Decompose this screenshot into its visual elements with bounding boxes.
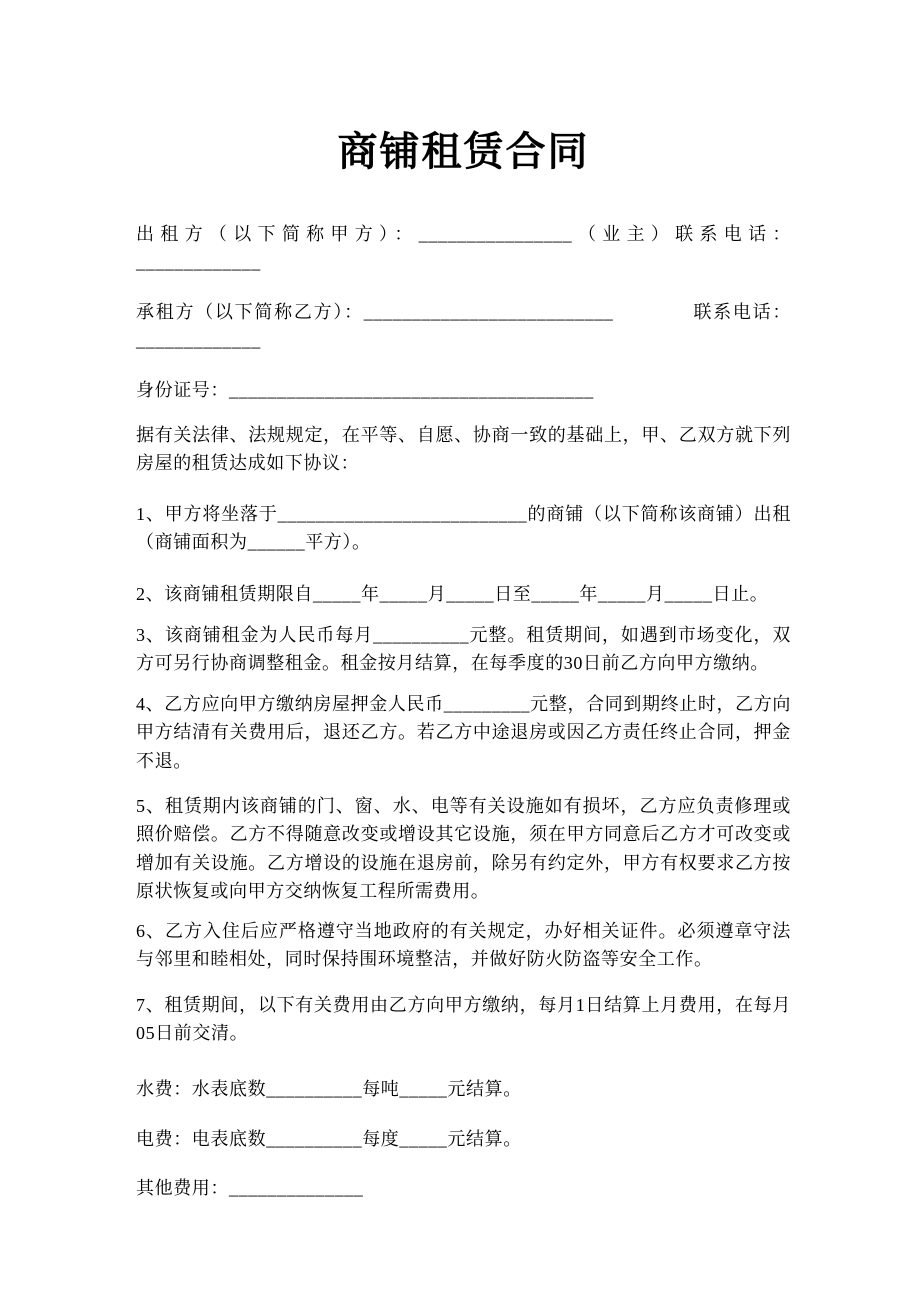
- clause-7-fees: 7、租赁期间，以下有关费用由乙方向甲方缴纳，每月1日结算上月费用，在每月05日前交清。: [136, 995, 791, 1044]
- clause-1-location: 1、甲方将坐落于__________________________的商铺（以下简称该商铺）出租（商铺面积为______平方）。: [136, 504, 791, 553]
- clause-4-deposit: 4、乙方应向甲方缴纳房屋押金人民币_________元整，合同到期终止时，乙方向甲方结清有关费用后，退还乙方。若乙方中途退房或因乙方责任终止合同，押金不退。: [136, 694, 791, 771]
- clause-3-rent: 3、该商铺租金为人民币每月__________元整。租赁期间，如遇到市场变化，双方可另行协商调整租金。租金按月结算，在每季度的30日前乙方向甲方缴纳。: [136, 625, 791, 674]
- electric-fee-line: 电费：电表底数__________每度_____元结算。: [136, 1129, 522, 1149]
- id-number-line: 身份证号：______________________________________: [136, 380, 594, 400]
- other-fee-line: 其他费用：______________: [136, 1178, 364, 1198]
- water-fee-line: 水费：水表底数__________每吨_____元结算。: [136, 1079, 522, 1099]
- clause-5-facilities: 5、租赁期内该商铺的门、窗、水、电等有关设施如有损坏，乙方应负责修理或照价赔偿。乙方不得随意改变或增设其它设施，须在甲方同意后乙方才可改变或增加有关设施。乙方增设的设施在退房前，除另有约定外，甲方有权要求乙方按原状恢复或向甲方交纳恢复工程所需费用。: [136, 796, 791, 901]
- preamble-paragraph: 据有关法律、法规规定，在平等、自愿、协商一致的基础上，甲、乙双方就下列房屋的租赁达成如下协议：: [136, 425, 791, 474]
- lessee-line: 承租方（以下简称乙方）：__________________________ 联系电话：_____________: [136, 302, 791, 351]
- clause-2-term: 2、该商铺租赁期限自_____年_____月_____日至_____年_____月_____日止。: [136, 584, 769, 604]
- contract-title: 商铺租赁合同: [337, 129, 590, 174]
- clause-6-regulations: 6、乙方入住后应严格遵守当地政府的有关规定，办好相关证件。必须遵章守法与邻里和睦相处，同时保持围环境整洁，并做好防火防盗等安全工作。: [136, 921, 791, 970]
- lessor-line: 出租方（以下简称甲方）：________________（业主）联系电话：_____________: [136, 224, 791, 273]
